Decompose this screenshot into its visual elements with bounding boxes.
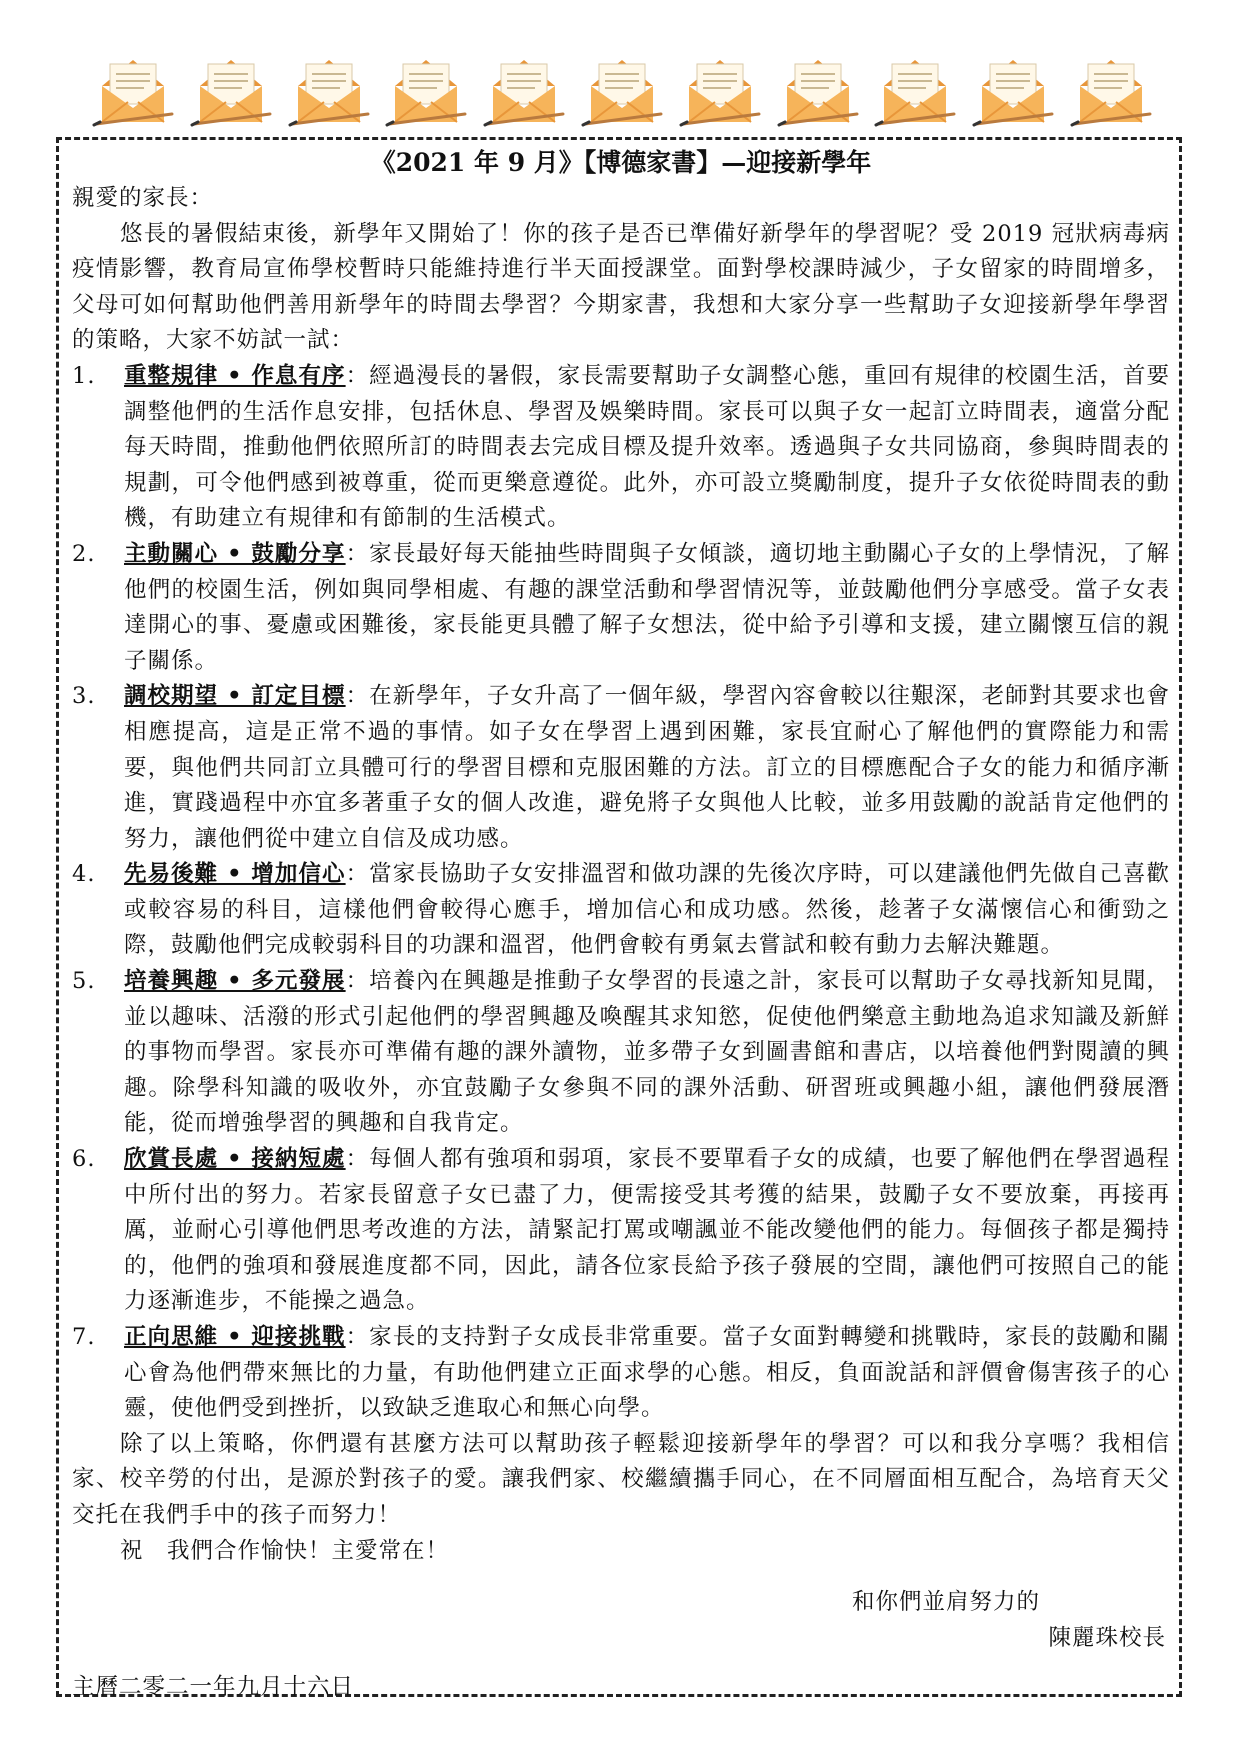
item-text: ：家長的支持對子女成長非常重要。當子女面對轉變和挑戰時，家長的鼓勵和關心會為他們帶來無比的力量，有助他們建立正面求學的心態。相反，負面說話和評價會傷害孩子的心靈，使他們受到挫折，以致缺乏進取心和無心向學。	[124, 1324, 1170, 1422]
strategy-item	[72, 1320, 1170, 1427]
date-line: 主曆二零二一年九月十六日	[72, 1674, 355, 1701]
item-body	[124, 1320, 1170, 1427]
item-body	[124, 964, 1170, 1142]
item-heading: 培養興趣 • 多元發展	[124, 968, 346, 995]
item-number: 5.	[72, 968, 96, 995]
envelope-icon	[385, 50, 467, 128]
envelope-icon	[92, 50, 174, 128]
item-body	[124, 1142, 1170, 1320]
strategy-item	[72, 679, 1170, 857]
strategy-item	[72, 964, 1170, 1142]
item-heading: 先易後難 • 增加信心	[124, 861, 346, 888]
envelope-icon	[679, 50, 761, 128]
envelope-icon	[483, 50, 565, 128]
letter-title: 《2021 年 9 月》【博德家書】—迎接新學年	[370, 148, 872, 177]
greeting: 親愛的家長：	[72, 185, 214, 211]
item-text: ：當家長協助子女安排溫習和做功課的先後次序時，可以建議他們先做自己喜歡或較容易的科目，這樣他們會較得心應手，增加信心和成功感。然後，趁著子女滿懷信心和衝勁之際，鼓勵他們完成較弱科目的功課和溫習，他們會較有勇氣去嘗試和較有動力去解決難題。	[124, 861, 1170, 959]
item-number: 3.	[72, 683, 96, 710]
envelope-icon	[1070, 50, 1152, 128]
signature: 陳麗珠校長	[1048, 1624, 1166, 1651]
item-number: 2.	[72, 540, 96, 567]
item-text: ：家長最好每天能抽些時間與子女傾談，適切地主動關心子女的上學情況，了解他們的校園生活，例如與同學相處、有趣的課堂活動和學習情況等，並鼓勵他們分享感受。當子女表達開心的事、憂慮或困難後，家長能更具體了解子女想法，從中給予引導和支援，建立關懷互信的親子關係。	[124, 540, 1170, 674]
envelope-icon	[288, 50, 370, 128]
conclusion-paragraph: 除了以上策略，你們還有甚麼方法可以幫助孩子輕鬆迎接新學年的學習？可以和我分享嗎？我相信家、校辛勞的付出，是源於對孩子的愛。讓我們家、校繼續攜手同心，在不同層面相互配合，為培育天父交托在我們手中的孩子而努力！	[72, 1430, 1170, 1528]
item-body	[124, 537, 1170, 679]
strategy-item	[72, 537, 1170, 679]
item-body	[124, 679, 1170, 857]
item-body	[124, 359, 1170, 537]
item-number: 6.	[72, 1146, 96, 1173]
item-number: 1.	[72, 362, 96, 389]
envelope-icon	[581, 50, 663, 128]
item-heading: 正向思維 • 迎接挑戰	[124, 1324, 346, 1350]
item-text: ：經過漫長的暑假，家長需要幫助子女調整心態，重回有規律的校園生活，首要調整他們的生活作息安排，包括休息、學習及娛樂時間。家長可以與子女一起訂立時間表，適當分配每天時間，推動他們依照所訂的時間表去完成目標及提升效率。透過與子女共同協商，參與時間表的規劃，可令他們感到被尊重，從而更樂意遵從。此外，亦可設立獎勵制度，提升子女依從時間表的動機，有助建立有規律和有節制的生活模式。	[124, 362, 1170, 532]
envelope-icon	[874, 50, 956, 128]
signoff: 和你們並肩努力的	[851, 1589, 1040, 1616]
item-number: 7.	[72, 1324, 96, 1350]
blessing: 祝 我們合作愉快！主愛常在！	[120, 1537, 450, 1564]
envelope-icon	[190, 50, 272, 128]
strategy-list	[72, 359, 1170, 1427]
letter-content	[72, 145, 1170, 1706]
item-text: ：在新學年，子女升高了一個年級，學習內容會較以往艱深，老師對其要求也會相應提高，這是正常不過的事情。如子女在學習上遇到困難，家長宜耐心了解他們的實際能力和需要，與他們共同訂立具體可行的學習目標和克服困難的方法。訂立的目標應配合子女的能力和循序漸進，實踐過程中亦宜多著重子女的個人改進，避免將子女與他人比較，並多用鼓勵的說話肯定他們的努力，讓他們從中建立自信及成功感。	[124, 683, 1170, 852]
item-text: ：每個人都有強項和弱項，家長不要單看子女的成績，也要了解他們在學習過程中所付出的努力。若家長留意子女已盡了力，便需接受其考獲的結果，鼓勵子女不要放棄，再接再厲，並耐心引導他們思考改進的方法，請緊記打罵或嘲諷並不能改變他們的能力。每個孩子都是獨持的，他們的強項和發展進度都不同，因此，請各位家長給予孩子發展的空間，讓他們可按照自己的能力逐漸進步，不能操之過急。	[124, 1146, 1170, 1315]
strategy-item	[72, 359, 1170, 537]
intro-paragraph: 悠長的暑假結束後，新學年又開始了！你的孩子是否已準備好新學年的學習呢？受 2019 冠狀病毒病疫情影響，教育局宣佈學校暫時只能維持進行半天面授課堂。面對學校課時減少，子女留家的時間增多，父母可如何幫助他們善用新學年的時間去學習？今期家書，我想和大家分享一些幫助子女迎接新學年學習的策略，大家不妨試一試：	[72, 220, 1170, 354]
item-heading: 欣賞長處 • 接納短處	[124, 1146, 346, 1173]
envelope-icon	[777, 50, 859, 128]
item-number: 4.	[72, 861, 96, 888]
item-heading: 調校期望 • 訂定目標	[124, 683, 346, 710]
item-heading: 主動關心 • 鼓勵分享	[124, 540, 346, 567]
envelope-icon	[972, 50, 1054, 128]
item-text: ：培養內在興趣是推動子女學習的長遠之計，家長可以幫助子女尋找新知見聞，並以趣味、活潑的形式引起他們的學習興趣及喚醒其求知慾，促使他們樂意主動地為追求知識及新鮮的事物而學習。家長亦可準備有趣的課外讀物，並多帶子女到圖書館和書店，以培養他們對閱讀的興趣。除學科知識的吸收外，亦宜鼓勵子女參與不同的課外活動、研習班或興趣小組，讓他們發展潛能，從而增強學習的興趣和自我肯定。	[124, 968, 1170, 1137]
envelope-decoration-row	[92, 50, 1152, 128]
strategy-item	[72, 1142, 1170, 1320]
strategy-item	[72, 857, 1170, 964]
item-heading: 重整規律 • 作息有序	[124, 362, 346, 389]
item-body	[124, 857, 1170, 964]
